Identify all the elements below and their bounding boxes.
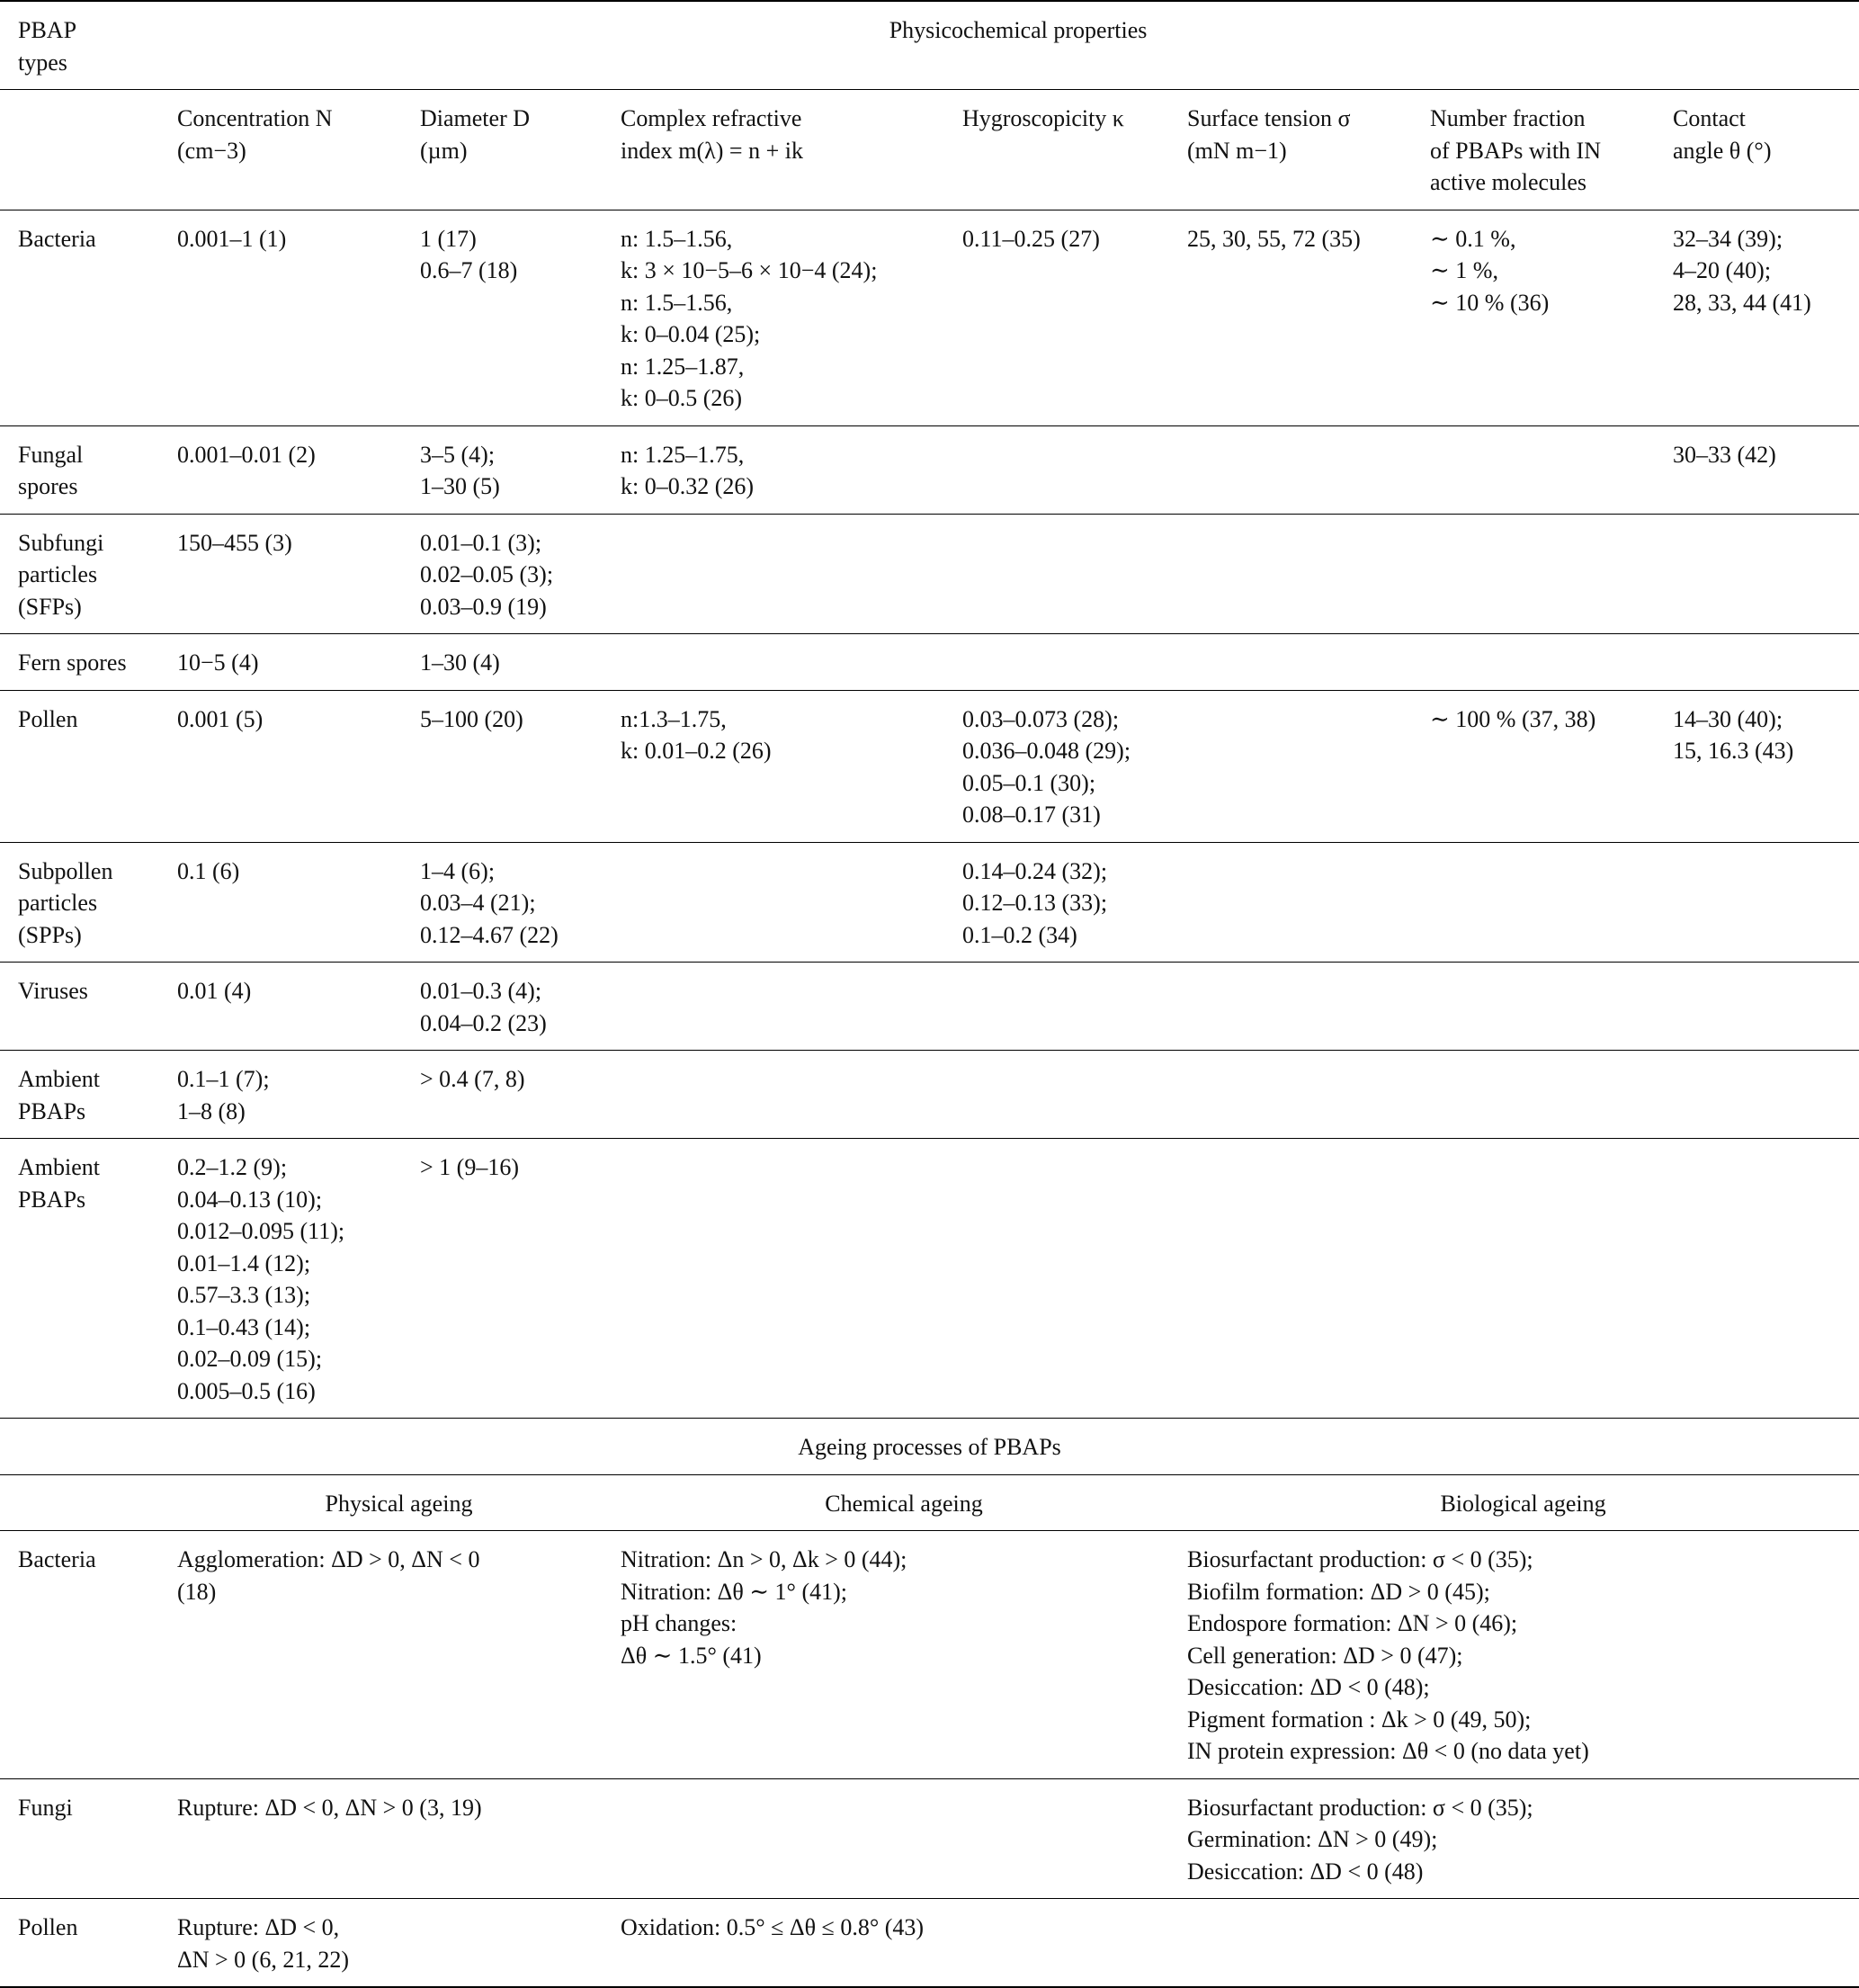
table-cell xyxy=(621,690,962,842)
cell-line: spores xyxy=(18,473,78,499)
pbap-type-cell xyxy=(0,514,177,634)
table-cell xyxy=(420,425,621,514)
table-cell xyxy=(1187,963,1430,1051)
cell-line: 0.001 (5) xyxy=(177,705,264,732)
cell-line: 0.02–0.05 (3); xyxy=(420,561,554,587)
table-cell xyxy=(177,842,420,963)
cell-line: particles xyxy=(18,890,98,916)
column-header xyxy=(1673,90,1859,210)
cell-line: ∼ 1 %, xyxy=(1430,257,1498,283)
table-cell xyxy=(1187,514,1430,634)
ageing-row xyxy=(0,1778,1859,1899)
cell-line: 0.6–7 (18) xyxy=(420,257,518,283)
cell-line: Cell generation: ΔD > 0 (47); xyxy=(1187,1642,1463,1669)
cell-line: angle θ (°) xyxy=(1673,137,1772,164)
column-header xyxy=(962,90,1187,210)
chemical-ageing-cell xyxy=(621,1899,1187,1988)
table-row xyxy=(0,514,1859,634)
cell-line: Diameter D xyxy=(420,105,531,131)
cell-line: 150–455 (3) xyxy=(177,529,292,556)
cell-line: Concentration N xyxy=(177,105,333,131)
table-cell xyxy=(177,1139,420,1419)
pbap-type-cell xyxy=(0,210,177,425)
cell-line: k: 0.01–0.2 (26) xyxy=(621,738,772,764)
table-row xyxy=(0,425,1859,514)
cell-line: 0.12–0.13 (33); xyxy=(962,890,1108,916)
cell-line: n: 1.25–1.75, xyxy=(621,441,745,468)
table-cell xyxy=(1673,425,1859,514)
cell-line: 0.04–0.2 (23) xyxy=(420,1009,547,1036)
table-cell xyxy=(1673,963,1859,1051)
pbap-type-cell xyxy=(0,1778,177,1899)
pbap-type-cell xyxy=(0,1899,177,1988)
cell-line: (18) xyxy=(177,1578,217,1605)
cell-line: Fungi xyxy=(18,1794,73,1821)
cell-line: 10−5 (4) xyxy=(177,649,259,676)
table-cell xyxy=(1187,842,1430,963)
cell-line: Agglomeration: ΔD > 0, ΔN < 0 xyxy=(177,1546,480,1572)
cell-line: (SPPs) xyxy=(18,921,82,948)
cell-line: 32–34 (39); xyxy=(1673,225,1783,252)
table-cell xyxy=(962,1139,1187,1419)
header-row xyxy=(0,1,1859,90)
column-header xyxy=(1187,90,1430,210)
cell-line: 0.1–0.43 (14); xyxy=(177,1313,311,1340)
table-cell xyxy=(420,1139,621,1419)
cell-line: k: 0–0.32 (26) xyxy=(621,473,755,499)
table-cell xyxy=(1673,634,1859,691)
chemical-ageing-cell xyxy=(621,1778,1187,1899)
column-header xyxy=(1430,90,1673,210)
chemical-ageing-header xyxy=(621,1474,1187,1531)
cell-line: Subfungi xyxy=(18,529,104,556)
cell-line: index m(λ) = n + ik xyxy=(621,137,803,164)
cell-line: k: 0–0.5 (26) xyxy=(621,385,743,411)
table-cell xyxy=(1673,690,1859,842)
table-cell xyxy=(1430,514,1673,634)
table-cell xyxy=(1187,1051,1430,1139)
table-cell xyxy=(1430,842,1673,963)
cell-line: 0.005–0.5 (16) xyxy=(177,1377,316,1404)
cell-line: ΔN > 0 (6, 21, 22) xyxy=(177,1946,349,1973)
cell-line: 0.08–0.17 (31) xyxy=(962,801,1101,828)
table-cell xyxy=(177,963,420,1051)
table-cell xyxy=(1430,1139,1673,1419)
cell-line: 0.57–3.3 (13); xyxy=(177,1282,311,1308)
table-row xyxy=(0,210,1859,425)
cell-line: n:1.3–1.75, xyxy=(621,705,727,732)
pbap-type-cell xyxy=(0,842,177,963)
cell-line: 0.05–0.1 (30); xyxy=(962,769,1096,796)
cell-line: Number fraction xyxy=(1430,105,1586,131)
table-cell xyxy=(1187,1139,1430,1419)
cell-line: Oxidation: 0.5° ≤ Δθ ≤ 0.8° (43) xyxy=(621,1914,925,1940)
table-cell xyxy=(962,210,1187,425)
table-cell xyxy=(177,425,420,514)
table-cell xyxy=(1673,1051,1859,1139)
pbap-type-cell xyxy=(0,963,177,1051)
table-cell xyxy=(177,1051,420,1139)
pbap-type-cell xyxy=(0,1139,177,1419)
ageing-title xyxy=(0,1419,1859,1475)
cell-line: Fern spores xyxy=(18,649,127,676)
table-cell xyxy=(962,425,1187,514)
ageing-row xyxy=(0,1531,1859,1779)
cell-line: 3–5 (4); xyxy=(420,441,496,468)
cell-line: Pigment formation : Δk > 0 (49, 50); xyxy=(1187,1706,1532,1733)
table-cell xyxy=(962,963,1187,1051)
table-cell xyxy=(621,634,962,691)
cell-line: > 1 (9–16) xyxy=(420,1154,519,1180)
cell-line: 0.012–0.095 (11); xyxy=(177,1218,345,1244)
table-cell xyxy=(420,842,621,963)
cell-line: ∼ 0.1 %, xyxy=(1430,225,1516,252)
cell-line: Biofilm formation: ΔD > 0 (45); xyxy=(1187,1578,1490,1605)
cell-line: 1–4 (6); xyxy=(420,857,496,884)
cell-line: Physical ageing xyxy=(325,1490,473,1517)
cell-line: Hygroscopicity κ xyxy=(962,105,1124,131)
pbap-type-cell xyxy=(0,425,177,514)
cell-line: 0.1–0.2 (34) xyxy=(962,921,1077,948)
table-cell xyxy=(962,690,1187,842)
physical-ageing-cell xyxy=(177,1899,621,1988)
cell-line: PBAPs xyxy=(18,1097,86,1124)
cell-line: Complex refractive xyxy=(621,105,802,131)
cell-line: 1–8 (8) xyxy=(177,1097,246,1124)
chemical-ageing-cell xyxy=(621,1531,1187,1779)
table-row xyxy=(0,690,1859,842)
biological-ageing-cell xyxy=(1187,1531,1859,1779)
cell-line: 0.1 (6) xyxy=(177,857,240,884)
cell-line: k: 3 × 10−5–6 × 10−4 (24); xyxy=(621,257,878,283)
table-cell xyxy=(962,842,1187,963)
cell-line: 0.01–0.3 (4); xyxy=(420,978,542,1004)
table-cell xyxy=(621,963,962,1051)
blank-cell xyxy=(0,1474,177,1531)
table-row xyxy=(0,1139,1859,1419)
biological-ageing-header xyxy=(1187,1474,1859,1531)
cell-line: Biological ageing xyxy=(1440,1490,1606,1517)
cell-line: 0.02–0.09 (15); xyxy=(177,1346,323,1372)
pbap-type-cell xyxy=(0,690,177,842)
cell-line: 0.12–4.67 (22) xyxy=(420,921,559,948)
table-cell xyxy=(420,634,621,691)
cell-line: Viruses xyxy=(18,978,88,1004)
cell-line: 15, 16.3 (43) xyxy=(1673,738,1794,764)
cell-line: 25, 30, 55, 72 (35) xyxy=(1187,225,1361,252)
cell-line: 0.001–1 (1) xyxy=(177,225,287,252)
cell-line: 4–20 (40); xyxy=(1673,257,1772,283)
physical-ageing-header xyxy=(177,1474,621,1531)
table-cell xyxy=(962,634,1187,691)
cell-line: IN protein expression: Δθ < 0 (no data yet) xyxy=(1187,1738,1589,1764)
pbap-type-cell xyxy=(0,1051,177,1139)
ageing-row xyxy=(0,1899,1859,1988)
cell-line: Desiccation: ΔD < 0 (48); xyxy=(1187,1674,1430,1700)
cell-line: (µm) xyxy=(420,137,468,164)
table-cell xyxy=(420,1051,621,1139)
cell-line: Pollen xyxy=(18,705,78,732)
cell-line: Surface tension σ xyxy=(1187,105,1351,131)
cell-line: 1 (17) xyxy=(420,225,477,252)
table-cell xyxy=(621,425,962,514)
cell-line: 30–33 (42) xyxy=(1673,441,1776,468)
cell-line: Nitration: Δn > 0, Δk > 0 (44); xyxy=(621,1546,907,1572)
cell-line: Chemical ageing xyxy=(825,1490,983,1517)
blank-cell xyxy=(0,90,177,210)
column-header xyxy=(420,90,621,210)
table-cell xyxy=(1187,210,1430,425)
cell-line: n: 1.5–1.56, xyxy=(621,225,733,252)
cell-line: Fungal xyxy=(18,441,84,468)
biological-ageing-cell xyxy=(1187,1899,1859,1988)
cell-line: Biosurfactant production: σ < 0 (35); xyxy=(1187,1546,1533,1572)
column-header xyxy=(177,90,420,210)
cell-line: Contact xyxy=(1673,105,1746,131)
pbap-type-cell xyxy=(0,634,177,691)
cell-line: 0.03–0.073 (28); xyxy=(962,705,1120,732)
cell-line: 14–30 (40); xyxy=(1673,705,1783,732)
cell-line: 5–100 (20) xyxy=(420,705,523,732)
cell-line: Nitration: Δθ ∼ 1° (41); xyxy=(621,1578,847,1605)
cell-line: 0.03–0.9 (19) xyxy=(420,593,547,620)
table-cell xyxy=(420,210,621,425)
table-cell xyxy=(177,690,420,842)
table-cell xyxy=(1430,1051,1673,1139)
table-row xyxy=(0,963,1859,1051)
physicochemical-title xyxy=(177,1,1859,90)
cell-line: PBAP xyxy=(18,17,77,43)
cell-line: Bacteria xyxy=(18,1546,96,1572)
table-cell xyxy=(1430,425,1673,514)
cell-line: Biosurfactant production: σ < 0 (35); xyxy=(1187,1794,1533,1821)
cell-line: Bacteria xyxy=(18,225,96,252)
table-cell xyxy=(1187,634,1430,691)
cell-line: of PBAPs with IN xyxy=(1430,137,1601,164)
cell-line: Rupture: ΔD < 0, xyxy=(177,1914,340,1940)
cell-line: 0.01–1.4 (12); xyxy=(177,1249,311,1276)
cell-line: Δθ ∼ 1.5° (41) xyxy=(621,1642,762,1669)
cell-line: active molecules xyxy=(1430,169,1586,195)
cell-line: ∼ 100 % (37, 38) xyxy=(1430,705,1596,732)
cell-line: Desiccation: ΔD < 0 (48) xyxy=(1187,1858,1424,1885)
cell-line: Ambient xyxy=(18,1154,100,1180)
cell-line: types xyxy=(18,49,67,76)
table-cell xyxy=(621,1139,962,1419)
ageing-title-row xyxy=(0,1419,1859,1475)
cell-line: 0.03–4 (21); xyxy=(420,890,536,916)
cell-line: Germination: ΔN > 0 (49); xyxy=(1187,1826,1438,1852)
cell-line: particles xyxy=(18,561,98,587)
cell-line: Ambient xyxy=(18,1066,100,1092)
table-cell xyxy=(1673,842,1859,963)
table-cell xyxy=(1430,210,1673,425)
cell-line: n: 1.5–1.56, xyxy=(621,289,733,316)
cell-line: n: 1.25–1.87, xyxy=(621,353,745,380)
table-cell xyxy=(962,514,1187,634)
cell-line: Pollen xyxy=(18,1914,78,1940)
cell-line: (mN m−1) xyxy=(1187,137,1287,164)
physical-ageing-cell xyxy=(177,1531,621,1779)
table-cell xyxy=(1430,963,1673,1051)
table-row xyxy=(0,634,1859,691)
table-cell xyxy=(621,842,962,963)
cell-line: Endospore formation: ΔN > 0 (46); xyxy=(1187,1610,1518,1636)
table-row xyxy=(0,1051,1859,1139)
ageing-header-row xyxy=(0,1474,1859,1531)
table-cell xyxy=(177,634,420,691)
cell-line: 1–30 (4) xyxy=(420,649,500,676)
table-cell xyxy=(621,514,962,634)
table-row xyxy=(0,842,1859,963)
table-cell xyxy=(420,963,621,1051)
cell-line: 0.001–0.01 (2) xyxy=(177,441,316,468)
pbap-type-cell xyxy=(0,1531,177,1779)
section-title: Ageing processes of PBAPs xyxy=(798,1434,1061,1460)
cell-line: 1–30 (5) xyxy=(420,473,500,499)
cell-line: 0.1–1 (7); xyxy=(177,1066,270,1092)
cell-line: pH changes: xyxy=(621,1610,737,1636)
table-cell xyxy=(1673,1139,1859,1419)
table-cell xyxy=(177,514,420,634)
table-cell xyxy=(420,514,621,634)
table-cell xyxy=(621,1051,962,1139)
table-cell xyxy=(177,210,420,425)
cell-line: PBAPs xyxy=(18,1186,86,1213)
section-title: Physicochemical properties xyxy=(889,17,1148,43)
table-cell xyxy=(420,690,621,842)
table-cell xyxy=(1187,690,1430,842)
table-cell xyxy=(1673,514,1859,634)
biological-ageing-cell xyxy=(1187,1778,1859,1899)
cell-line: 28, 33, 44 (41) xyxy=(1673,289,1811,316)
table-cell xyxy=(962,1051,1187,1139)
column-header-row xyxy=(0,90,1859,210)
table-cell xyxy=(1187,425,1430,514)
cell-line: (SFPs) xyxy=(18,593,82,620)
table-cell xyxy=(1673,210,1859,425)
cell-line: Rupture: ΔD < 0, ΔN > 0 (3, 19) xyxy=(177,1794,482,1821)
cell-line: ∼ 10 % (36) xyxy=(1430,289,1550,316)
table-cell xyxy=(1430,690,1673,842)
cell-line: 0.14–0.24 (32); xyxy=(962,857,1108,884)
cell-line: 0.11–0.25 (27) xyxy=(962,225,1100,252)
physical-ageing-cell xyxy=(177,1778,621,1899)
cell-line: 0.01–0.1 (3); xyxy=(420,529,542,556)
cell-line: Subpollen xyxy=(18,857,113,884)
cell-line: > 0.4 (7, 8) xyxy=(420,1066,525,1092)
cell-line: 0.036–0.048 (29); xyxy=(962,738,1131,764)
cell-line: 0.2–1.2 (9); xyxy=(177,1154,288,1180)
table-cell xyxy=(621,210,962,425)
table-cell xyxy=(1430,634,1673,691)
cell-line: (cm−3) xyxy=(177,137,246,164)
pbap-types-header xyxy=(0,1,177,90)
column-header xyxy=(621,90,962,210)
cell-line: 0.01 (4) xyxy=(177,978,252,1004)
cell-line: k: 0–0.04 (25); xyxy=(621,321,761,347)
cell-line: 0.04–0.13 (10); xyxy=(177,1186,323,1213)
